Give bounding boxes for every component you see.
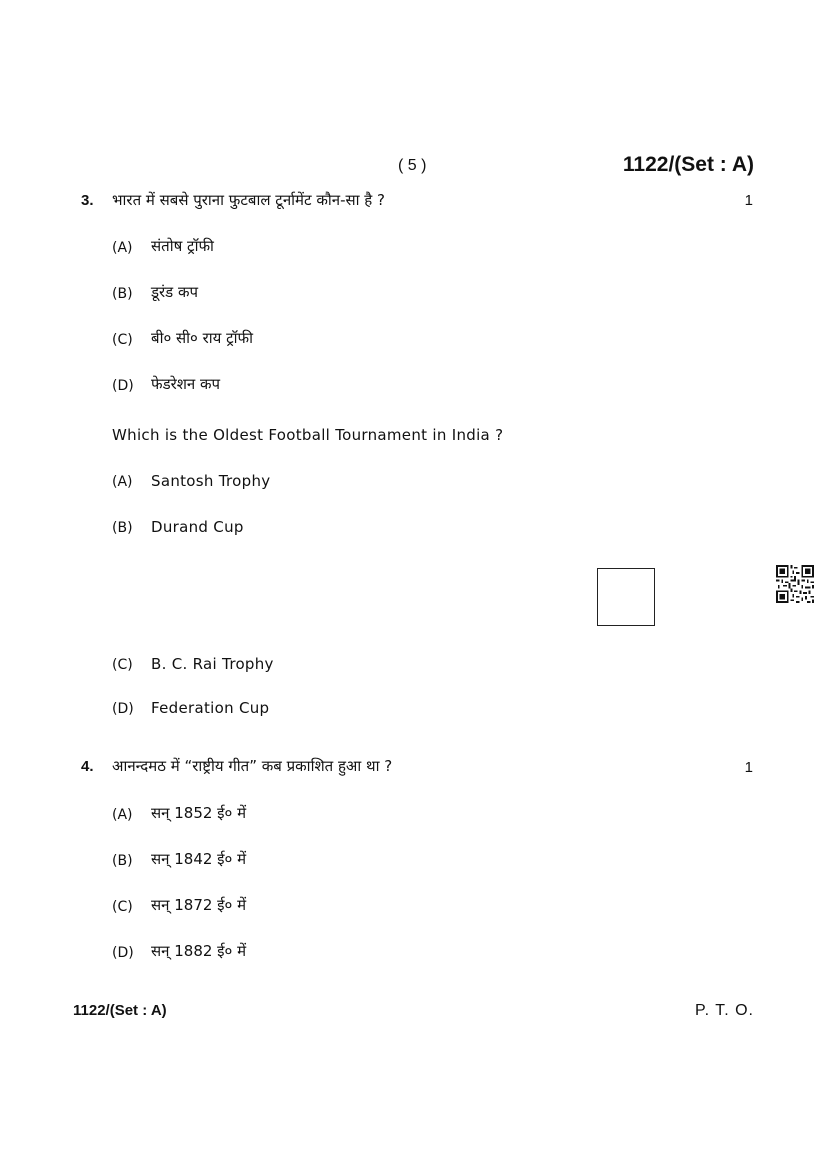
pto-label: P. T. O.: [695, 1002, 754, 1019]
set-code-header: 1122/(Set : A): [622, 153, 754, 176]
option-text: सन् 1842 ई० में: [151, 850, 247, 868]
answer-box: [597, 568, 655, 626]
option-text: सन् 1872 ई० में: [151, 896, 247, 914]
option-text: Santosh Trophy: [151, 472, 271, 490]
option-letter: (B): [112, 520, 133, 536]
option-text: फेडरेशन कप: [151, 375, 221, 393]
question-marks: 1: [744, 192, 753, 209]
option-letter: (C): [112, 657, 133, 673]
option-text: Federation Cup: [151, 699, 270, 717]
option-letter: (A): [112, 240, 133, 256]
option-text: B. C. Rai Trophy: [151, 655, 274, 673]
question-number: 3.: [81, 192, 94, 209]
option-letter: (A): [112, 807, 133, 823]
option-text: संतोष ट्रॉफी: [151, 237, 214, 255]
question-text-hindi: भारत में सबसे पुराना फुटबाल टूर्नामेंट कौन-सा है ?: [112, 191, 385, 209]
page-number: ( 5 ): [398, 157, 427, 174]
option-letter: (C): [112, 899, 133, 915]
option-letter: (B): [112, 286, 133, 302]
option-letter: (A): [112, 474, 133, 490]
question-text-english: Which is the Oldest Football Tournament in India ?: [112, 426, 504, 444]
option-text: सन् 1882 ई० में: [151, 942, 247, 960]
option-text: Durand Cup: [151, 518, 244, 536]
option-letter: (C): [112, 332, 133, 348]
set-code-footer: 1122/(Set : A): [73, 1002, 167, 1019]
option-text: डूरंड कप: [151, 283, 198, 301]
option-letter: (B): [112, 853, 133, 869]
option-letter: (D): [112, 378, 134, 394]
option-text: बी० सी० राय ट्रॉफी: [151, 329, 253, 347]
option-letter: (D): [112, 945, 134, 961]
question-text-hindi: आनन्दमठ में “राष्ट्रीय गीत” कब प्रकाशित हुआ था ?: [112, 757, 393, 775]
option-letter: (D): [112, 701, 134, 717]
option-text: सन् 1852 ई० में: [151, 804, 247, 822]
qr-code-icon: [776, 565, 814, 603]
question-marks: 1: [744, 759, 753, 776]
question-number: 4.: [81, 758, 94, 775]
